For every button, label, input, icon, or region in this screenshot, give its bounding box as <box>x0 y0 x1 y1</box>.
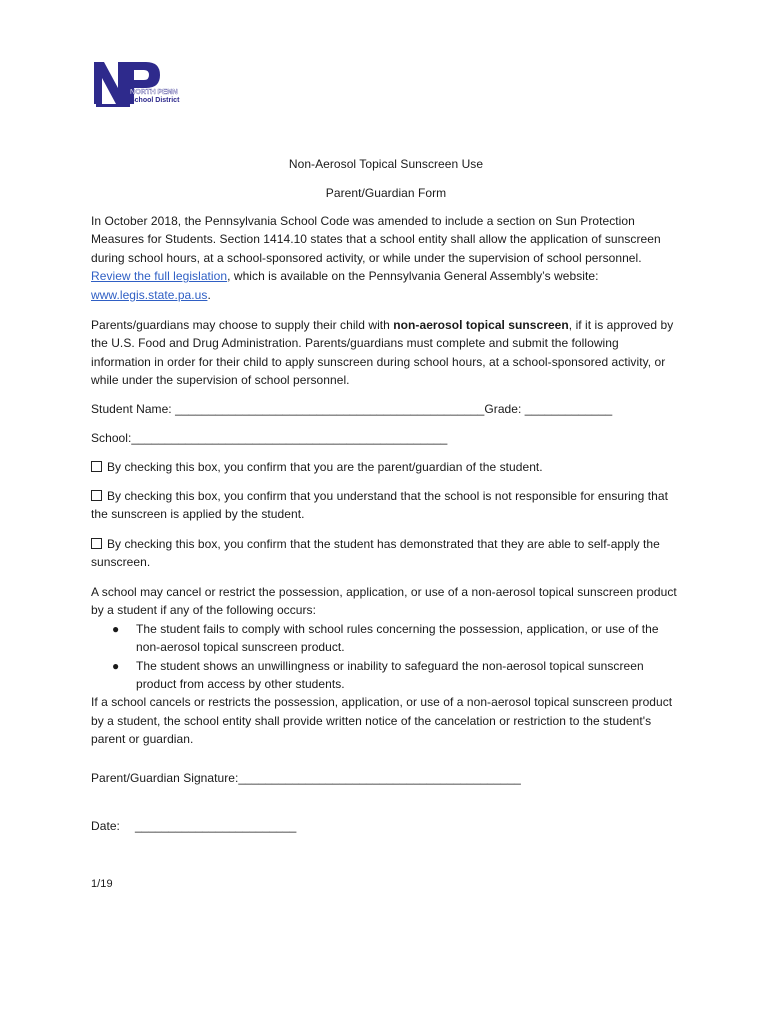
north-penn-logo <box>94 58 186 108</box>
form-subtitle: Parent/Guardian Form <box>325 186 447 200</box>
signature-field[interactable]: __________________________________________ <box>238 771 521 785</box>
cancel-intro: A school may cancel or restrict the possession, application, or use of a non-aerosol topical sunscreen product by a student if any of the following occurs: <box>91 585 677 618</box>
intro-paragraph: In October 2018, the Pennsylvania School Code was amended to include a section on Sun Protection Measures for Students. Section 1414.10 states that a school entity shall allow the application of sunscreen during school hours, at a school-sponsored activity, or while under the supervision of school personnel. Review the full legislation, which is available on the Pennsylvania General Assembly’s website: www.legis.state.pa.us. <box>91 214 661 302</box>
checkbox-item-parent: By checking this box, you confirm that you are the parent/guardian of the student. <box>91 458 681 476</box>
checkbox-parent[interactable] <box>91 461 102 472</box>
student-name-field[interactable]: ______________________________________________ <box>175 402 485 416</box>
list-item: ● The student fails to comply with school rules concerning the possession, application, or use of the non-aerosol topical sunscreen product. <box>112 621 659 655</box>
svg-text:NORTH PENN: NORTH PENN <box>130 87 178 96</box>
legis-website-link[interactable]: www.legis.state.pa.us <box>91 287 208 302</box>
checkbox-responsibility[interactable] <box>91 490 102 501</box>
school-row: School:_______________________________________________ <box>91 431 448 445</box>
date-row: Date: ________________________ <box>91 819 297 833</box>
sunscreen-paragraph: Parents/guardians may choose to supply their child with non-aerosol topical sunscreen, if it is approved by the U.S. Food and Drug Administration. Parents/guardians must complete and submit the following information in order for their child to apply sunscreen during school hours, at a school-sponsored activity, or while under the supervision of school personnel. <box>91 318 674 388</box>
date-field[interactable]: ________________________ <box>134 819 297 833</box>
legislation-link[interactable]: Review the full legislation <box>91 269 228 284</box>
cancel-outro: If a school cancels or restricts the possession, application, or use of a non-aerosol topical sunscreen product by a student, the school entity shall provide written notice of the cancelation or restriction to the student's parent or guardian. <box>91 695 673 747</box>
checkbox-item-self-apply: By checking this box, you confirm that the student has demonstrated that they are able to self-apply the sunscreen. <box>91 537 660 570</box>
list-item: ● The student shows an unwillingness or inability to safeguard the non-aerosol topical sunscreen product from access by other students. <box>112 658 644 692</box>
footer-revision: 1/19 <box>91 878 113 890</box>
cancel-section <box>91 583 681 749</box>
form-title: Non-Aerosol Topical Sunscreen Use <box>288 157 484 171</box>
checkbox-self-apply[interactable] <box>91 538 102 549</box>
school-field[interactable]: _______________________________________________ <box>131 431 448 445</box>
checkbox-item-responsibility: By checking this box, you confirm that you understand that the school is not responsible for ensuring that the sunscreen is applied by the student. <box>91 489 668 522</box>
cancel-conditions-list <box>91 620 681 694</box>
signature-row: Parent/Guardian Signature:__________________________________________ <box>91 771 521 785</box>
student-grade-row: Student Name: ______________________________________________Grade: _____________ <box>91 402 613 416</box>
grade-field[interactable]: _____________ <box>524 402 613 416</box>
svg-text:School District: School District <box>130 97 180 104</box>
